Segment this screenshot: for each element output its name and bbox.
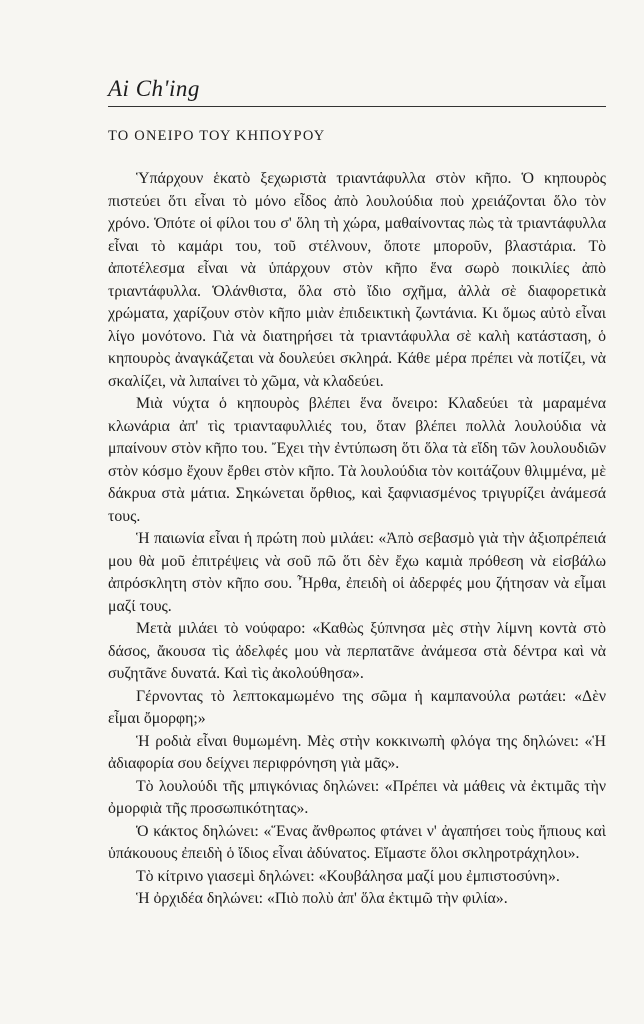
paragraph: Ἡ παιωνία εἶναι ἡ πρώτη ποὺ μιλάει: «Ἀπὸ σεβασμὸ γιὰ τὴν ἀξιοπρέπειά μου θὰ μοῦ ἐπιτρέψεις νὰ σοῦ πῶ ὅτι δὲν ἔχω καμιὰ πρόθεση νὰ εἰσβάλω ἀπρόσκλητη στὸν κῆπο σου. Ἦρθα, ἐπειδὴ οἱ ἀδερφές μου ζήτησαν νὰ εἶμαι μαζί τους.	[108, 530, 606, 615]
paragraph: Ἡ ὀρχιδέα δηλώνει: «Πιὸ πολὺ ἀπ' ὅλα ἐκτιμῶ τὴν φιλία».	[136, 890, 508, 907]
paragraph: Ὁ κάκτος δηλώνει: «Ἕνας ἄνθρωπος φτάνει ν' ἀγαπήσει τοὺς ἤπιους καὶ ὑπάκουους ἐπειδὴ ὁ ἴδιος εἶναι ἀδύνατος. Εἴμαστε ὅλοι σκληροτράχηλοι».	[108, 822, 606, 862]
paragraph: Μετὰ μιλάει τὸ νούφαρο: «Καθὼς ξύπνησα μὲς στὴν λίμνη κοντὰ στὸ δάσος, ἄκουσα τὶς ἀδελφές μου νὰ περπατᾶνε ἀνάμεσα στὰ δέντρα καὶ νὰ συζητᾶνε δυνατά. Καὶ τὶς ἀκολούθησα».	[108, 620, 606, 682]
page-header	[108, 70, 606, 107]
paragraph: Ἡ ροδιὰ εἶναι θυμωμένη. Μὲς στὴν κοκκινωπὴ φλόγα της δηλώνει: «Ἡ ἀδιαφορία σου δείχνει περιφρόνηση γιὰ μᾶς».	[108, 732, 606, 772]
paragraph: Τὸ κίτρινο γιασεμὶ δηλώνει: «Κουβάλησα μαζί μου ἐμπιστοσύνη».	[136, 867, 560, 885]
poem-title: ΤΟ ΟΝΕΙΡΟ ΤΟΥ ΚΗΠΟΥΡΟΥ	[108, 128, 326, 144]
paragraph: Ὑπάρχουν ἑκατὸ ξεχωριστὰ τριαντάφυλλα στὸν κῆπο. Ὁ κηπουρὸς πιστεύει ὅτι εἶναι τὸ μόνο εἶδος ἀπὸ λουλούδια ποὺ χρειάζονται ὅλο τὸν χρόνο. Ὁπότε οἱ φίλοι του σ' ὅλη τὴ χώρα, μαθαίνοντας πὼς τὰ τριαντάφυλλα εἶναι τὸ καμάρι του, τοῦ στέλνουν, ὅποτε μποροῦν, βλαστάρια. Τὸ ἀποτέλεσμα εἶναι νὰ ὑπάρχουν στὸν κῆπο ἕνα σωρὸ ποικιλίες ἀπὸ τριαντάφυλλα. Ὁλάνθιστα, ὅλα στὸ ἴδιο σχῆμα, ἀλλὰ σὲ διαφορετικὰ χρώματα, χαρίζουν στὸν κῆπο μιὰν ἐπιδεικτικὴ ζωντάνια. Κι ὅμως αὐτὸ εἶναι λίγο μονότονο. Γιὰ νὰ διατηρήσει τὰ τριαντάφυλλα σὲ καλὴ κατάσταση, ὁ κηπουρὸς ἀναγκάζεται νὰ δουλεύει σκληρά. Κάθε μέρα πρέπει νὰ ποτίζει, νὰ σκαλίζει, νὰ λιπαίνει τὸ χῶμα, νὰ κλαδεύει.	[108, 170, 606, 390]
paragraph: Μιὰ νύχτα ὁ κηπουρὸς βλέπει ἕνα ὄνειρο: Κλαδεύει τὰ μαραμένα κλωνάρια ἀπ' τὶς τριανταφυλλιές του, ὅταν βλέπει πολλὰ λουλούδια νὰ μπαίνουν στὸν κῆπο του. Ἔχει τὴν ἐντύπωση ὅτι ὅλα τὰ εἴδη τῶν λουλουδιῶν στὸν κόσμο ἔχουν ἔρθει στὸν κῆπο. Τὰ λουλούδια τὸν κοιτάζουν θλιμμένα, μὲ δάκρυα στὰ μάτια. Σηκώνεται ὄρθιος, καὶ ξαφνιασμένος τριγυρίζει ἀνάμεσά τους.	[108, 395, 606, 525]
running-head: Ai Ch'ing	[108, 76, 200, 101]
poem-body	[108, 168, 606, 911]
paragraph: Τὸ λουλούδι τῆς μπιγκόνιας δηλώνει: «Πρέπει νὰ μάθεις νὰ ἐκτιμᾶς τὴν ὀμορφιὰ τῆς προσωπικότητας».	[108, 777, 606, 817]
paragraph: Γέρνοντας τὸ λεπτοκαμωμένο της σῶμα ἡ καμπανούλα ρωτάει: «Δὲν εἶμαι ὄμορφη;»	[108, 687, 606, 727]
